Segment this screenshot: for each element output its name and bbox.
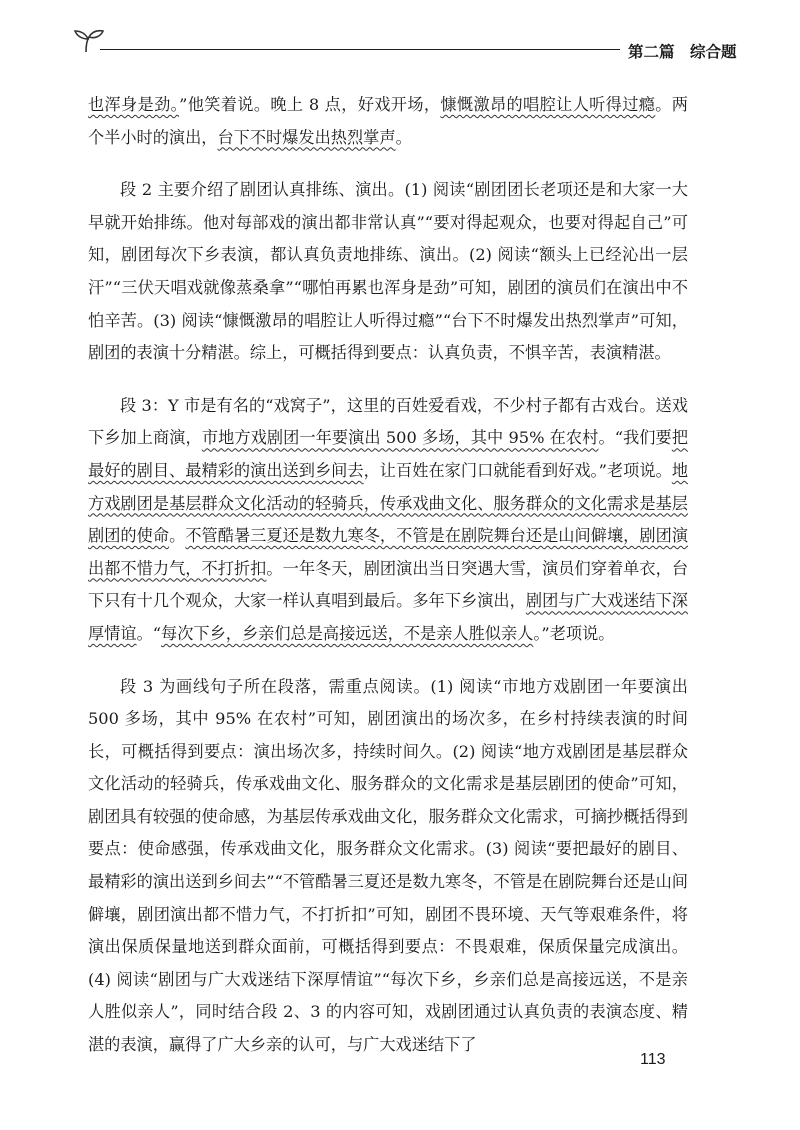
underlined-quote: 台下不时爆发出热烈掌声 xyxy=(217,127,396,147)
page-number: 113 xyxy=(640,1051,666,1068)
underlined-quote: 每次下乡，乡亲们总是高接远送，不是亲人胜似亲人 xyxy=(161,623,534,643)
passage-paragraph-3 xyxy=(88,390,688,651)
underlined-quote: 不管酷暑三夏还是数九寒冬，不管是在剧院舞台还是山间僻壤，剧团演出都不惜力气，不打折扣 xyxy=(88,526,689,578)
text-run: ”他笑着说。晚上 8 点，好戏开场， xyxy=(179,95,441,114)
text-run: 。两个半小时的演出， xyxy=(88,95,688,147)
text-run: 。”老项说。 xyxy=(533,623,615,643)
section-title: 第二篇 综合题 xyxy=(628,43,737,61)
analysis-paragraph-3: 段 3 为画线句子所在段落，需重点阅读。(1) 阅读“市地方戏剧团一年要演出 500 多场，其中 95% 在农村”可知，剧团演出的场次多，在乡村持续表演的时间长，可概括得到要点：演出场次多，持续时间久。(2) 阅读“地方戏剧团是基层群众文化活动的轻骑兵，传承戏曲文化、服务群众的文化需求是基层剧团的使命”可知，剧团具有较强的使命感，为基层传承戏曲文化，服务群众文化需求，可摘抄概括得到要点：使命感强，传承戏曲文化，服务群众文化需求。(3) 阅读“要把最好的剧目、最精彩的演出送到乡间去”“不管酷暑三夏还是数九寒冬，不管是在剧院舞台还是山间僻壤，剧团演出都不惜力气，不打折扣”可知，剧团不畏环境、天气等艰难条件，将演出保质保量地送到群众面前，可概括得到要点：不畏艰难，保质保量完成演出。(4) 阅读“剧团与广大戏迷结下深厚情谊”“每次下乡，乡亲们总是高接远送，不是亲人胜似亲人”，同时结合段 2、3 的内容可知，戏剧团通过认真负责的表演态度、精湛的表演，赢得了广大乡亲的认可，与广大戏迷结下了 xyxy=(88,676,688,1055)
header-rule xyxy=(100,49,620,50)
text-run: 。 xyxy=(395,127,412,147)
text-run: ，让百姓在家门口就能看到好戏。”老项说。 xyxy=(363,460,672,480)
page-header xyxy=(72,28,737,68)
underlined-quote: 慷慨激昂的唱腔让人听得过瘾 xyxy=(440,95,656,114)
underlined-quote: 地方戏剧团是基层群众文化活动的轻骑兵，传承戏曲文化、服务群众的文化需求是基层剧团的使命 xyxy=(88,460,688,546)
page-body xyxy=(88,89,688,1062)
paragraph-continuation xyxy=(88,89,688,154)
underlined-quote: 把最好的剧目、最精彩的演出送到乡间去 xyxy=(88,428,688,480)
analysis-paragraph-2: 段 2 主要介绍了剧团认真排练、演出。(1) 阅读“剧团团长老项还是和大家一大早就开始排练。他对每部戏的演出都非常认真”“要对得起观众，也要对得起自己”可知，剧团每次下乡表演，都认真负责地排练、演出。(2) 阅读“额头上已经沁出一层汗”“三伏天唱戏就像蒸桑拿”“哪怕再累也浑身是劲”可知，剧团的演员们在演出中不怕辛苦。(3) 阅读“慷慨激昂的唱腔让人听得过瘾”“台下不时爆发出热烈掌声”可知，剧团的表演十分精湛。综上，可概括得到要点：认真负责，不惧辛苦，表演精湛。 xyxy=(88,180,688,363)
text-run: 。“ xyxy=(136,623,162,643)
text-run: 。一年冬天，剧团演出当日突遇大雪，演员们穿着单衣，台下只有十几个观众，大家一样认真唱到最后。多年下乡演出， xyxy=(88,558,689,611)
sprout-icon xyxy=(72,28,106,54)
underlined-quote: 剧团与广大戏迷结下深厚情谊 xyxy=(88,591,688,643)
text-run: 。“我们要 xyxy=(598,428,672,448)
text-run: 段 3：Y 市是有名的“戏窝子”，这里的百姓爱看戏，不少村子都有古戏台。送戏下乡加上商演， xyxy=(88,395,688,448)
text-run: 。 xyxy=(169,526,186,546)
underlined-quote: 市地方戏剧团一年要演出 500 多场，其中 95% 在农村 xyxy=(201,428,599,448)
underlined-quote: 也浑身是劲。 xyxy=(88,95,180,114)
